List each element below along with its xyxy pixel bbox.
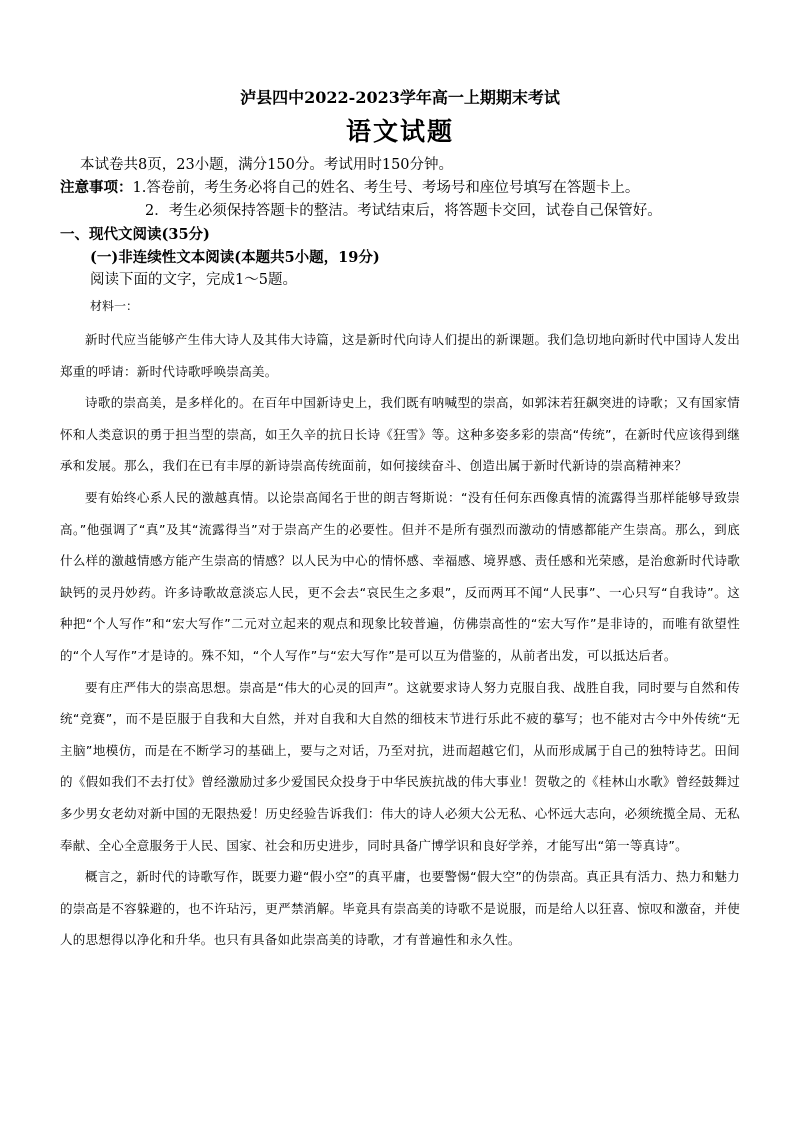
material-paragraph: 要有始终心系人民的激越真情。以论崇高闻名于世的朗吉弩斯说：“没有任何东西像真情的流露得当那样能够导致崇高。”他强调了“真”及其“流露得当”对于崇高产生的必要性。但并不是所有强烈而激动的情感都能产生崇高。那么，到底什么样的激越情感方能产生崇高的情感？以人民为中心的情怀感、幸福感、境界感、责任感和光荣感，是治愈新时代诗歌缺钙的灵丹妙药。许多诗歌故意淡忘人民，更不会去“哀民生之多艰”，反而两耳不闻“人民事”、一心只写“自我诗”。这种把“个人写作”和“宏大写作”二元对立起来的观点和现象比较普遍，仿佛崇高性的“宏大写作”是非诗的，而唯有欲望性的“个人写作”才是诗的。殊不知，“个人写作”与“宏大写作”是可以互为借鉴的，从前者出发，可以抵达后者。 (60, 489, 740, 663)
material-paragraph: 新时代应当能够产生伟大诗人及其伟大诗篇，这是新时代向诗人们提出的新课题。我们急切地向新时代中国诗人发出郑重的呼请：新时代诗歌呼唤崇高美。 (60, 332, 740, 379)
section-title: 一、现代文阅读(35分) (60, 226, 210, 243)
material-paragraph: 概言之，新时代的诗歌写作，既要力避“假小空”的真平庸，也要警惕“假大空”的伪崇高。真正具有活力、热力和魅力的崇高是不容躲避的，也不许玷污，更严禁消解。毕竟具有崇高美的诗歌不是说服，而是给人以狂喜、惊叹和激奋，并使人的思想得以净化和升华。也只有具备如此崇高美的诗歌，才有普遍性和永久性。 (60, 869, 740, 948)
notes-label: 注意事项： (60, 179, 133, 196)
reading-instruction: 阅读下面的文字，完成1～5题。 (90, 272, 297, 288)
notes-text-1: 1.答卷前，考生务必将自己的姓名、考生号、考场号和座位号填写在答题卡上。 (132, 180, 640, 196)
material-paragraph: 诗歌的崇高美，是多样化的。在百年中国新诗史上，我们既有呐喊型的崇高，如郭沫若狂飙突进的诗歌；又有国家情怀和人类意识的勇于担当型的崇高，如王久辛的抗日长诗《狂雪》等。这种多姿多彩的崇高“传统”，在新时代应该得到继承和发展。那么，我们在已有丰厚的新诗崇高传统面前，如何接续奋斗、创造出属于新时代新诗的崇高精神来？ (60, 395, 740, 474)
notes-item-1 (60, 176, 740, 200)
material-body (60, 324, 740, 956)
exam-page (60, 84, 740, 956)
notes-block (60, 176, 740, 223)
material-label: 材料一： (90, 299, 139, 313)
material-paragraph: 要有庄严伟大的崇高思想。崇高是“伟大的心灵的回声”。这就要求诗人努力克服自我、战胜自我，同时要与自然和传统“竞赛”，而不是臣服于自我和大自然，并对自我和大自然的细枝末节进行乐此不疲的摹写；也不能对古今中外传统“无主脑”地模仿，而是在不断学习的基础上，要与之对话，乃至对抗，进而超越它们，从而形成属于自己的独特诗艺。田间的《假如我们不去打仗》曾经激励过多少爱国民众投身于中华民族抗战的伟大事业！贺敬之的《桂林山水歌》曾经鼓舞过多少男女老幼对新中国的无限热爱！历史经验告诉我们：伟大的诗人必须大公无私、心怀远大志向，必须统揽全局、无私奉献、全心全意服务于人民、国家、社会和历史进步，同时具备广博学识和良好学养，才能写出“第一等真诗”。 (60, 679, 740, 853)
subsection-title: (一)非连续性文本阅读(本题共5小题，19分) (90, 249, 380, 266)
subject-title: 语文试题 (345, 117, 454, 146)
notes-item-2: 2．考生必须保持答题卡的整洁。考试结束后，将答题卡交回，试卷自己保管好。 (145, 203, 662, 219)
exam-info: 本试卷共8页，23小题，满分150分。考试用时150分钟。 (80, 157, 454, 173)
exam-title: 泸县四中2022-2023学年高一上期期末考试 (240, 88, 560, 107)
